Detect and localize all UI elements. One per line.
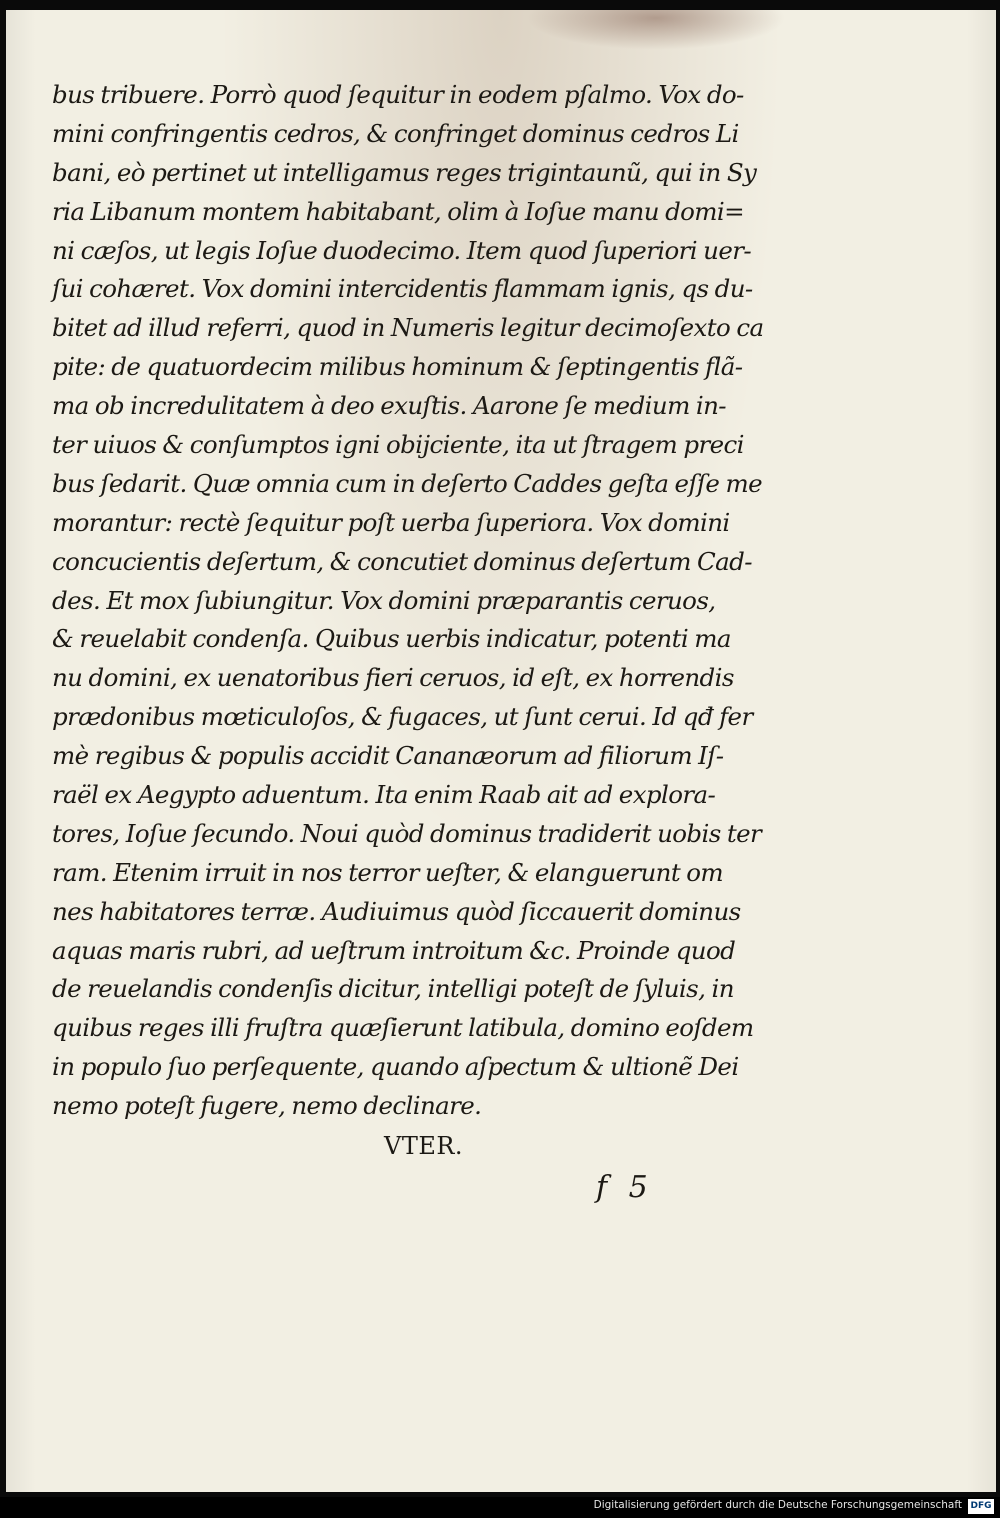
text-line: mè regibus & populis accidit Cananæorum ad filiorum Iſ- (52, 741, 724, 771)
text-line: ma ob incredulitatem à deo exuſtis. Aarone ſe medium in- (52, 391, 726, 421)
text-line: prædonibus mœticuloſos, & fugaces, ut ſunt cerui. Id qđ fer (52, 702, 753, 732)
text-line: bani, eò pertinet ut intelligamus reges trigintaunũ, qui in Sy (52, 157, 757, 187)
text-line: des. Et mox ſubiungitur. Vox domini præparantis ceruos, (52, 585, 716, 615)
text-line: bus tribuere. Porrò quod ſequitur in eodem pſalmo. Vox do- (52, 80, 744, 109)
text-line: morantur: rectè ſequitur poſt uerba ſuperiora. Vox domini (52, 507, 730, 537)
book-page (6, 10, 996, 1492)
funding-credit: Digitalisierung gefördert durch die Deutsche Forschungsgemeinschaft (593, 1499, 962, 1511)
text-line: ni cæſos, ut legis Ioſue duodecimo. Item quod ſuperiori uer- (52, 235, 752, 265)
text-line: nemo poteſt fugere, nemo declinare. (52, 1091, 482, 1121)
text-line: concucientis deſertum, & concutiet dominus deſertum Cad- (52, 546, 752, 576)
text-line: mini confringentis cedros, & confringet dominus cedros Li (52, 118, 739, 148)
text-line: in populo ſuo perſequente, quando aſpectum & ultionẽ Dei (52, 1052, 739, 1082)
text-line: tores, Ioſue ſecundo. Noui quòd dominus tradiderit uobis ter (52, 818, 762, 848)
text-line: de reuelandis condenſis dicitur, intelligi poteſt de ſyluis, in (52, 974, 734, 1004)
page-stain (526, 10, 786, 50)
catchword: VTER. (384, 1132, 464, 1160)
text-line: ſui cohæret. Vox domini intercidentis flammam ignis, qs du- (52, 274, 753, 304)
text-line: & reuelabit condenſa. Quibus uerbis indicatur, potenti ma (52, 624, 731, 654)
dfg-logo-icon: DFG (968, 1499, 994, 1514)
text-line: nes habitatores terræ. Audiuimus quòd ſiccauerit dominus (52, 896, 741, 926)
text-line: aquas maris rubri, ad ueſtrum introitum &c. Proinde quod (52, 935, 736, 965)
text-line: nu domini, ex uenatoribus fieri ceruos, id eſt, ex horrendis (52, 663, 734, 693)
text-line: quibus reges illi fruſtra quæſierunt latibula, domino eoſdem (52, 1013, 754, 1043)
text-line: raël ex Aegypto aduentum. Ita enim Raab ait ad explora- (52, 780, 716, 810)
text-line: ram. Etenim irruit in nos terror ueſter, & elanguerunt om (52, 857, 724, 887)
text-block (52, 76, 764, 1126)
text-line: bitet ad illud referri, quod in Numeris legitur decimoſexto ca (52, 313, 764, 343)
signature-mark: f 5 (596, 1170, 654, 1205)
text-line: bus ſedarit. Quæ omnia cum in deſerto Caddes geſta eſſe me (52, 468, 763, 498)
text-line: ria Libanum montem habitabant, olim à Ioſue manu domi= (52, 196, 745, 226)
text-line: pite: de quatuordecim milibus hominum & ſeptingentis flã- (52, 352, 743, 382)
text-line: ter uiuos & conſumptos igni obijciente, ita ut ſtragem preci (52, 430, 744, 460)
